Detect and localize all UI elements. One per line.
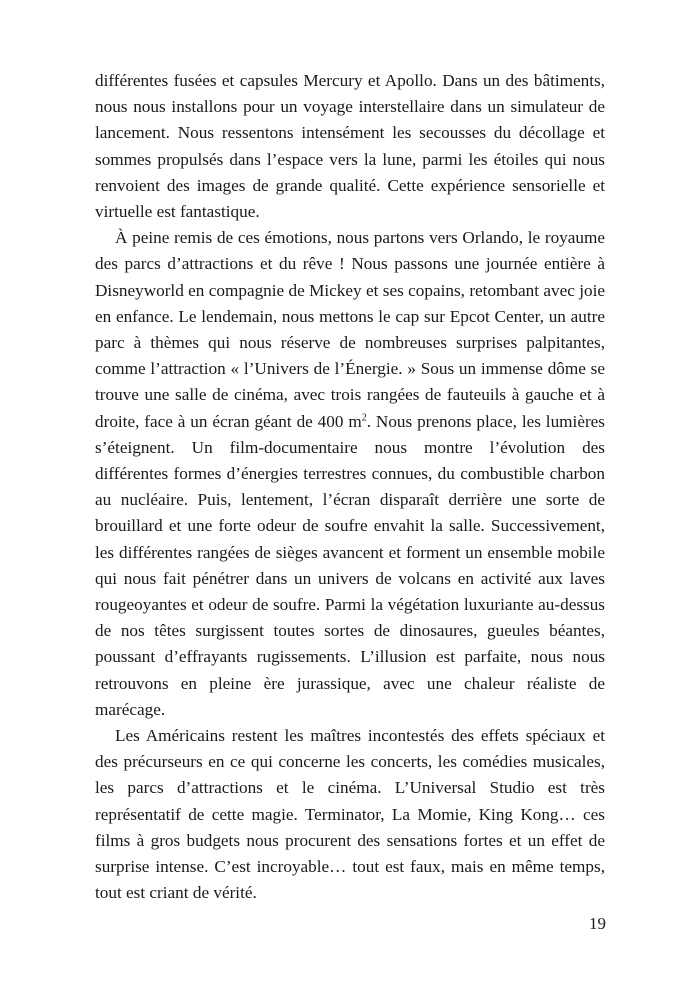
- page-body: [95, 68, 605, 907]
- paragraph-2: [95, 225, 605, 723]
- paragraph-2-part-b: . Nous prenons place, les lumières s’éteignent. Un film-documentaire nous montre l’évolution des différentes formes d’énergies terrestres connues, du combustible charbon au nucléaire. Puis, lentement, l’écran disparaît derrière une sorte de brouillard et une forte odeur de soufre envahit la salle. Successivement, les différentes rangées de sièges avancent et forment un ensemble mobile qui nous fait pénétrer dans un univers de volcans en activité aux laves rougeoyantes et odeur de soufre. Parmi la végétation luxuriante au-dessus de nos têtes surgissent toutes sortes de dinosaures, gueules béantes, poussant d’effrayants rugissements. L’illusion est parfaite, nous nous retrouvons en pleine ère jurassique, avec une chaleur réaliste de marécage.: [95, 411, 605, 719]
- paragraph-1: différentes fusées et capsules Mercury et Apollo. Dans un des bâtiments, nous nous installons pour un voyage interstellaire dans un simulateur de lancement. Nous ressentons intensément les secousses du décollage et sommes propulsés dans l’espace vers la lune, parmi les étoiles qui nous renvoient des images de grande qualité. Cette expérience sensorielle et virtuelle est fantastique.: [95, 71, 605, 222]
- page-number: 19: [589, 914, 606, 933]
- paragraph-3: Les Américains restent les maîtres incontestés des effets spéciaux et des précurseurs en ce qui concerne les concerts, les comédies musicales, les parcs d’attractions et le cinéma. L’Universal Studio est très représentatif de cette magie. Terminator, La Momie, King Kong… ces films à gros budgets nous procurent des sensations fortes et un effet de surprise intense. C’est incroyable… tout est faux, mais en même temps, tout est criant de vérité.: [95, 726, 605, 903]
- superscript-squared: 2: [361, 411, 367, 423]
- paragraph-2-part-a: À peine remis de ces émotions, nous partons vers Orlando, le royaume des parcs d’attractions et du rêve ! Nous passons une journée entière à Disneyworld en compagnie de Mickey et ses copains, retombant avec joie en enfance. Le lendemain, nous mettons le cap sur Epcot Center, un autre parc à thèmes qui nous réserve de nombreuses surprises palpitantes, comme l’attraction « l’Univers de l’Énergie. » Sous un immense dôme se trouve une salle de cinéma, avec trois rangées de fauteuils à gauche et à droite, face à un écran géant de 400 m: [95, 228, 605, 431]
